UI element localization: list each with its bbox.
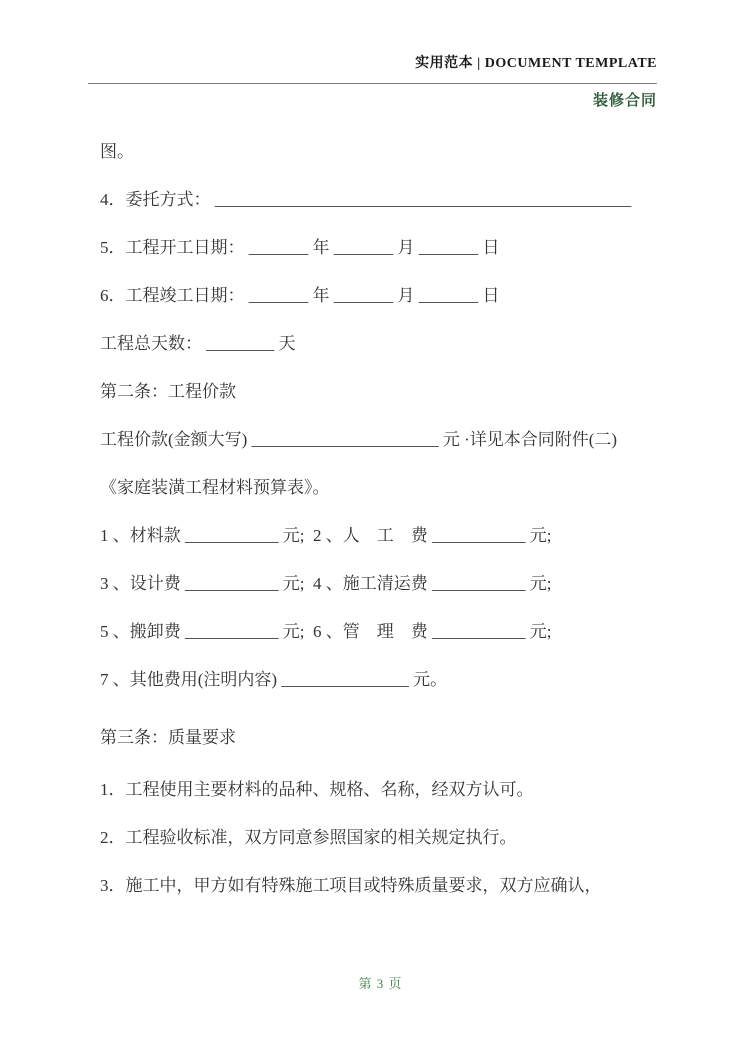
contract-paragraph: 6．工程竣工日期： _______ 年 _______ 月 _______ 日 — [100, 286, 500, 305]
contract-paragraph: 工程总天数： ________ 天 — [100, 334, 296, 353]
header-brand: 实用范本 | DOCUMENT TEMPLATE — [415, 56, 657, 71]
contract-paragraph: 3．施工中，甲方如有特殊施工项目或特殊质量要求，双方应确认， — [100, 876, 602, 895]
contract-paragraph: 1 、材料款 ___________ 元; 2 、人 工 费 ___________ 元; — [100, 526, 552, 545]
header-rule — [88, 83, 657, 84]
page-number: 第 3 页 — [358, 976, 403, 991]
contract-paragraph: 工程价款(金额大写) ______________________ 元 ·详见本合同附件(二) — [100, 430, 618, 449]
contract-paragraph: 《家庭装潢工程材料预算表》。 — [100, 478, 330, 497]
contract-paragraph: 5．工程开工日期： _______ 年 _______ 月 _______ 日 — [100, 238, 500, 257]
contract-paragraph: 第三条：质量要求 — [100, 728, 236, 747]
contract-paragraph: 第二条：工程价款 — [100, 382, 236, 401]
page-header — [88, 0, 657, 110]
contract-paragraph: 7 、其他费用(注明内容) _______________ 元。 — [100, 670, 448, 689]
contract-paragraph: 3 、设计费 ___________ 元; 4 、施工清运费 ___________ 元; — [100, 574, 552, 593]
document-body — [100, 128, 662, 910]
document-title: 装修合同 — [592, 93, 657, 109]
contract-paragraph: 1．工程使用主要材料的品种、规格、名称，经双方认可。 — [100, 780, 534, 799]
page-footer — [0, 957, 744, 1008]
contract-paragraph: 2．工程验收标准，双方同意参照国家的相关规定执行。 — [100, 828, 517, 847]
contract-paragraph: 4．委托方式： _________________________________________________ — [100, 190, 632, 209]
contract-paragraph: 5 、搬卸费 ___________ 元; 6 、管 理 费 ___________ 元; — [100, 622, 552, 641]
contract-paragraph: 图。 — [100, 142, 134, 161]
